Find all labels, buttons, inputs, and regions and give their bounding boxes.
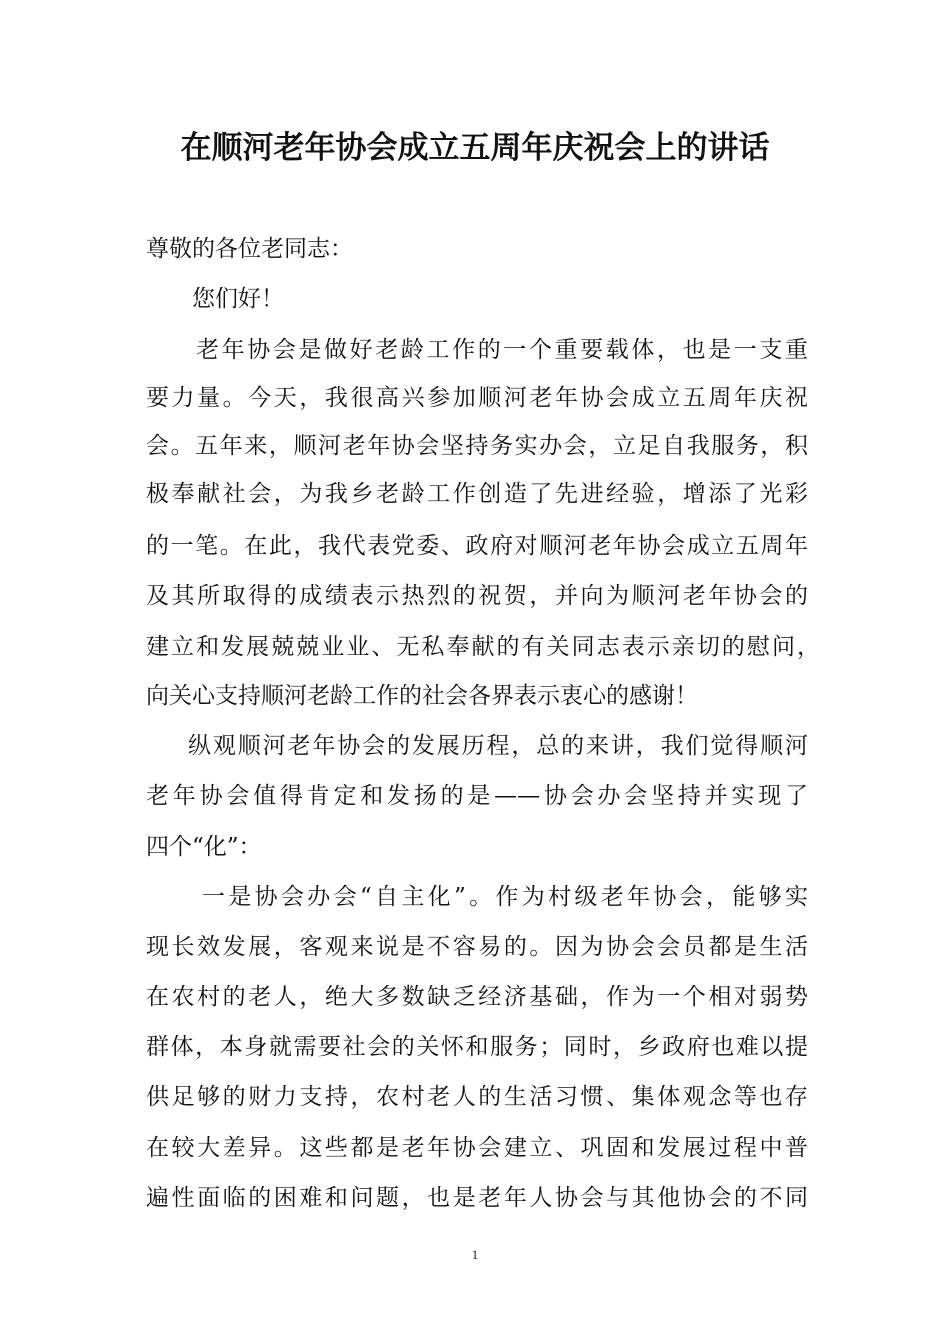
document-title: 在顺河老年协会成立五周年庆祝会上的讲话 [180, 130, 770, 166]
paragraph-line: 及其所取得的成绩表示热烈的祝贺，并向为顺河老年协会的 [146, 583, 808, 609]
paragraph-line: 供足够的财力支持，农村老人的生活习惯、集体观念等也存 [146, 1084, 808, 1110]
paragraph-line: 建立和发展兢兢业业、无私奉献的有关同志表示亲切的慰问， [146, 634, 820, 660]
paragraph-line: 四个“化”： [146, 834, 262, 860]
paragraph-line: 遍性面临的困难和问题，也是老年人协会与其他协会的不同 [146, 1185, 808, 1211]
paragraph-line: 的一笔。在此，我代表党委、政府对顺河老年协会成立五周年 [146, 533, 808, 559]
paragraph-line: 极奉献社会，为我乡老龄工作创造了先进经验，增添了光彩 [146, 481, 808, 507]
paragraph-line: 纵观顺河老年协会的发展历程，总的来讲，我们觉得顺河 [188, 733, 808, 759]
paragraph-line: 在农村的老人，绝大多数缺乏经济基础，作为一个相对弱势 [146, 984, 808, 1010]
greeting-line: 您们好！ [192, 286, 284, 312]
paragraph-line: 在较大差异。这些都是老年协会建立、巩固和发展过程中普 [146, 1135, 808, 1161]
paragraph-line: 向关心支持顺河老龄工作的社会各界表示衷心的感谢！ [146, 683, 698, 709]
paragraph-line: 会。五年来，顺河老年协会坚持务实办会，立足自我服务，积 [146, 433, 808, 459]
paragraph-line: 一是协会办会“自主化”。作为村级老年协会，能够实 [202, 884, 808, 910]
paragraph-line: 要力量。今天，我很高兴参加顺河老年协会成立五周年庆祝 [146, 385, 808, 411]
paragraph-line: 现长效发展，客观来说是不容易的。因为协会会员都是生活 [146, 934, 808, 960]
paragraph-line: 老年协会是做好老龄工作的一个重要载体，也是一支重 [196, 337, 808, 363]
salutation-line: 尊敬的各位老同志： [146, 236, 353, 262]
paragraph-line: 群体，本身就需要社会的关怀和服务；同时，乡政府也难以提 [146, 1034, 808, 1060]
paragraph-line: 老年协会值得肯定和发扬的是——协会办会坚持并实现了 [146, 783, 808, 809]
page-number: 1 [471, 1247, 479, 1262]
